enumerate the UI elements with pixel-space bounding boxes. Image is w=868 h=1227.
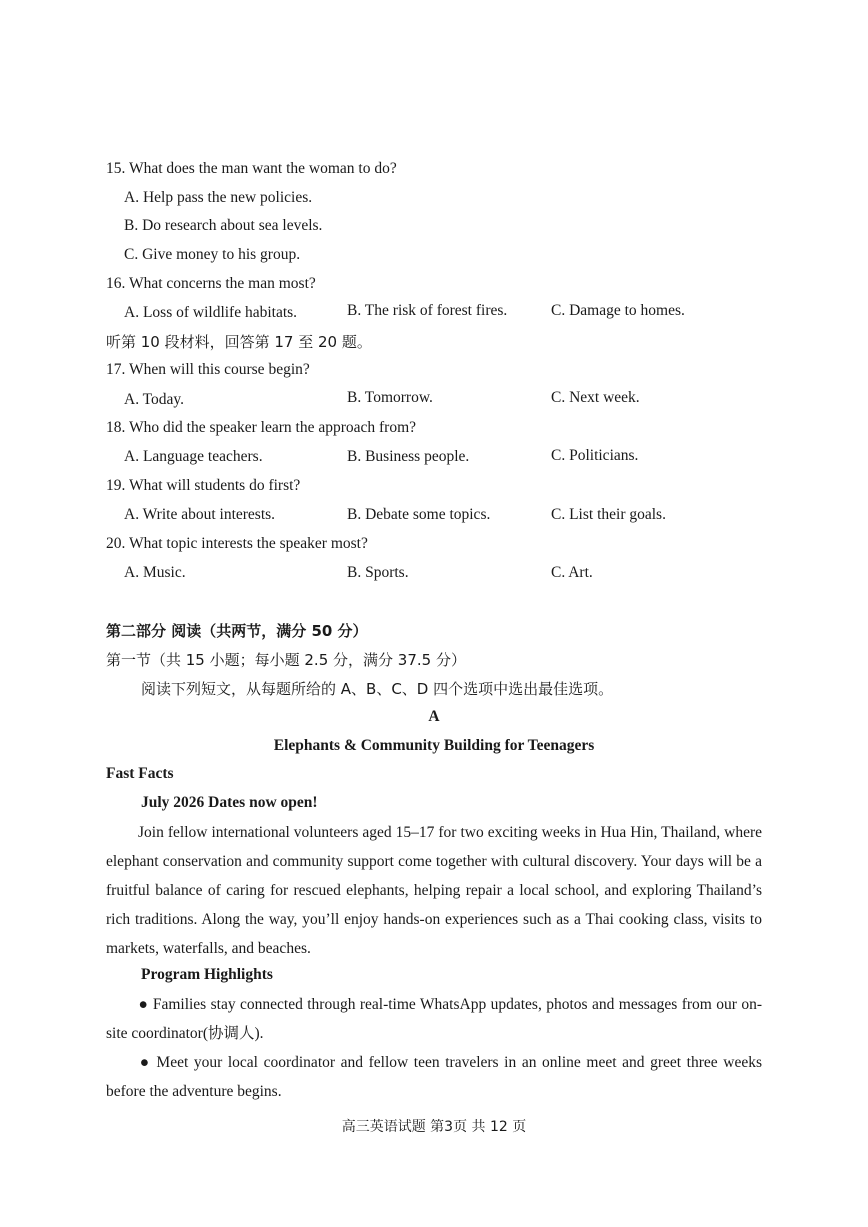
bullet-1-text: ● Families stay connected through real-time WhatsApp updates, photos and messages from our on-site coordinator(协调人). (106, 996, 762, 1042)
q15-option-a: A. Help pass the new policies. (124, 189, 313, 206)
passage-letter: A (428, 708, 440, 725)
question-20: 20. What topic interests the speaker most? (106, 535, 368, 552)
highlight-bullet-2 (106, 1048, 762, 1106)
q16-option-b: B. The risk of forest fires. (347, 302, 508, 319)
q17-option-b: B. Tomorrow. (347, 389, 433, 406)
highlight-bullet-1 (106, 990, 762, 1048)
part-title: 第二部分 阅读（共两节，满分 50 分） (106, 622, 368, 640)
section-note: 听第 10 段材料，回答第 17 至 20 题。 (106, 333, 372, 351)
q20-option-c: C. Art. (551, 564, 593, 581)
q16-option-c: C. Damage to homes. (551, 302, 685, 319)
q15-option-b: B. Do research about sea levels. (124, 217, 323, 234)
question-18: 18. Who did the speaker learn the approach from? (106, 419, 417, 436)
q20-option-b: B. Sports. (347, 564, 409, 581)
q15-option-c: C. Give money to his group. (124, 246, 301, 263)
q20-option-a: A. Music. (124, 564, 186, 581)
fast-facts-heading: Fast Facts (106, 765, 174, 782)
q17-option-a: A. Today. (124, 391, 185, 408)
section-title: 第一节（共 15 小题；每小题 2.5 分，满分 37.5 分） (106, 651, 466, 669)
question-16: 16. What concerns the man most? (106, 275, 316, 292)
question-15: 15. What does the man want the woman to do? (106, 160, 397, 177)
q18-option-b: B. Business people. (347, 448, 470, 465)
q19-option-c: C. List their goals. (551, 506, 666, 523)
paragraph-1-text: Join fellow international volunteers aged 15–17 for two exciting weeks in Hua Hin, Thailand, where elephant conservation and community support come together with cultural discovery. Your days will be a fruitful balance of caring for rescued elephants, helping repair a local school, and exploring Thailand’s rich traditions. Along the way, you’ll enjoy hands-on experiences such as a Thai cooking class, visits to markets, waterfalls, and beaches. (106, 824, 762, 957)
passage-paragraph-1 (106, 818, 762, 963)
passage-title: Elephants & Community Building for Teenagers (273, 737, 595, 754)
reading-instruction: 阅读下列短文，从每题所给的 A、B、C、D 四个选项中选出最佳选项。 (141, 680, 614, 698)
q19-option-a: A. Write about interests. (124, 506, 276, 523)
q18-option-a: A. Language teachers. (124, 448, 263, 465)
q18-option-c: C. Politicians. (551, 447, 639, 464)
highlights-heading: Program Highlights (141, 966, 273, 983)
dates-heading: July 2026 Dates now open! (141, 794, 318, 811)
bullet-2-text: ● Meet your local coordinator and fellow teen travelers in an online meet and greet three weeks before the adventure begins. (106, 1054, 762, 1100)
q16-option-a: A. Loss of wildlife habitats. (124, 304, 298, 321)
question-19: 19. What will students do first? (106, 477, 301, 494)
q17-option-c: C. Next week. (551, 389, 640, 406)
question-17: 17. When will this course begin? (106, 361, 310, 378)
page-footer: 高三英语试题 第3页 共 12 页 (341, 1119, 527, 1135)
q19-option-b: B. Debate some topics. (347, 506, 491, 523)
